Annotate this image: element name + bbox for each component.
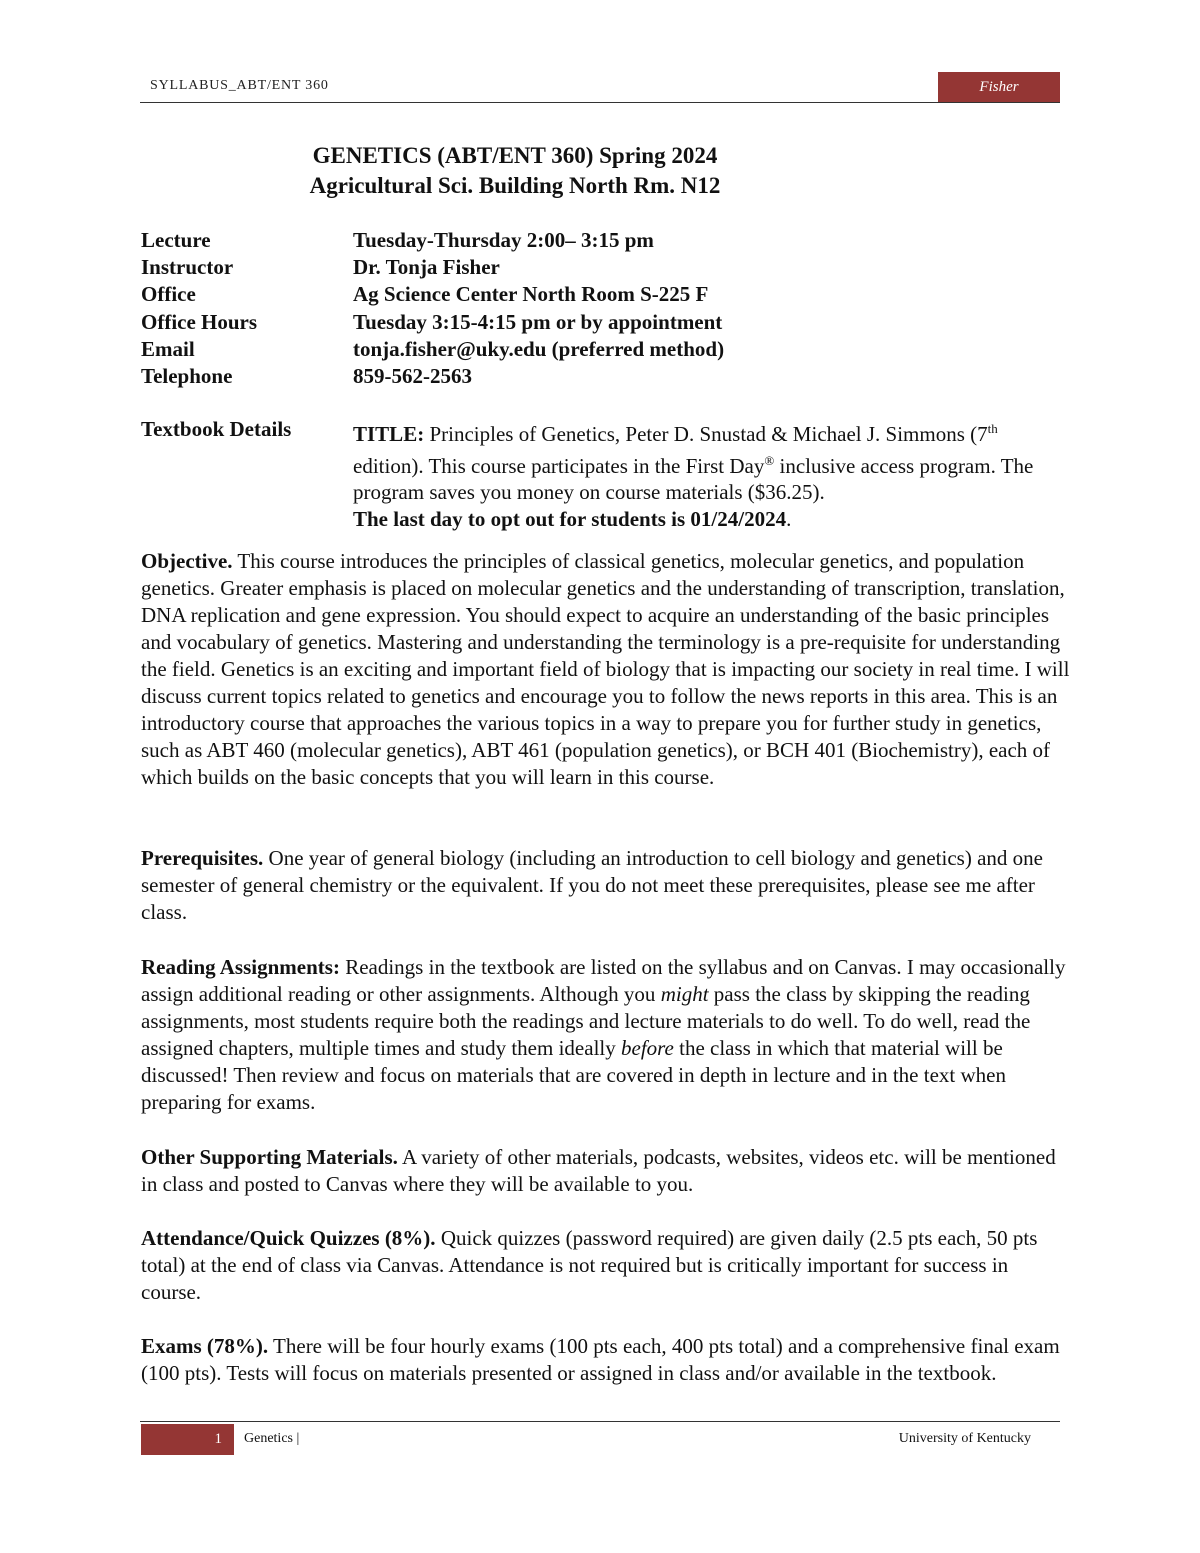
email-link[interactable]: tonja.fisher@uky.edu (preferred method) <box>353 336 725 361</box>
section-text: Readings in the textbook are listed on the syllabus and on Canvas. I may occasionally assign additional reading or other assignments. Although you <box>141 955 1066 1006</box>
info-label: Instructor <box>141 255 234 280</box>
footer-course: Genetics | <box>244 1431 300 1446</box>
info-label: Office Hours <box>141 309 258 334</box>
section-reading-assignments <box>141 954 1071 1116</box>
textbook-text: edition). This course participates in the First Day <box>353 453 765 478</box>
page-number-box: 1 <box>141 1424 234 1455</box>
info-row-lecture <box>141 227 724 254</box>
info-label: Lecture <box>141 228 211 252</box>
section-other-materials <box>141 1144 1071 1198</box>
textbook-details <box>141 416 1063 532</box>
info-value: Tuesday 3:15-4:15 pm or by appointment <box>353 309 723 334</box>
textbook-title-label: TITLE: <box>353 422 425 446</box>
textbook-body <box>353 416 1063 532</box>
section-text: Quick quizzes (password required) are given daily (2.5 pts each, 50 pts total) at the end of class via Canvas. Attendance is not required but is critically important for success in course. <box>141 1226 1038 1304</box>
info-value: Ag Science Center North Room S-225 F <box>353 282 709 307</box>
section-attendance <box>141 1225 1071 1306</box>
section-text: A variety of other materials, podcasts, websites, videos etc. will be mentioned in class and posted to Canvas where they will be available to you. <box>141 1145 1056 1196</box>
info-value: Tuesday-Thursday 2:00– 3:15 pm <box>353 228 654 252</box>
info-label: Office <box>141 282 196 307</box>
emphasis: might <box>660 982 709 1006</box>
registered-mark: ® <box>764 452 775 468</box>
course-location: Agricultural Sci. Building North Rm. N12 <box>309 173 721 198</box>
footer-rule <box>140 1421 1060 1422</box>
info-label: Email <box>141 336 195 361</box>
header-left: SYLLABUS_ABT/ENT 360 <box>150 78 329 93</box>
info-value: Dr. Tonja Fisher <box>353 255 500 280</box>
section-text: One year of general biology (including an introduction to cell biology and genetics) and one semester of general chemistry or the equivalent. If you do not meet these prerequisites, please see me after class. <box>141 846 1043 924</box>
section-text: the class in which that material will be discussed! Then review and focus on materials that are covered in depth in lecture and in the text when preparing for exams. <box>141 1036 1006 1114</box>
section-objective <box>141 548 1071 791</box>
textbook-text: Principles of Genetics, Peter D. Snustad & Michael J. Simmons (7 <box>424 422 988 446</box>
info-row-email <box>141 336 724 363</box>
section-heading: Attendance/Quick Quizzes (8%). <box>141 1226 436 1250</box>
info-label: Telephone <box>141 363 233 388</box>
info-row-office <box>141 281 724 308</box>
section-heading: Reading Assignments: <box>141 955 340 979</box>
textbook-text: inclusive access program. The program saves you money on course materials ($36.25). <box>353 453 1034 504</box>
section-text: pass the class by skipping the reading assignments, most students require both the readings and lecture materials to do well. To do well, read the assigned chapters, multiple times and study them ideally <box>141 982 1031 1060</box>
section-heading: Objective. <box>141 549 233 573</box>
info-value: 859-562-2563 <box>353 363 472 388</box>
info-row-instructor <box>141 254 724 281</box>
header-rule <box>140 102 1060 103</box>
emphasis: before <box>621 1036 674 1060</box>
textbook-label: Textbook Details <box>141 417 292 441</box>
section-exams <box>141 1333 1071 1387</box>
course-info-table <box>141 227 724 390</box>
textbook-text: . <box>786 506 792 531</box>
opt-out-notice: The last day to opt out for students is 01/24/2024 <box>353 506 787 531</box>
header-author-box: Fisher <box>938 72 1060 103</box>
section-heading: Other Supporting Materials. <box>141 1145 398 1169</box>
section-heading: Exams (78%). <box>141 1334 269 1358</box>
section-text: There will be four hourly exams (100 pts each, 400 pts total) and a comprehensive final exam (100 pts). Tests will focus on materials presented or assigned in class and/or available in the textbook. <box>141 1334 1060 1385</box>
info-row-telephone <box>141 363 724 390</box>
section-text: This course introduces the principles of classical genetics, molecular genetics, and population genetics. Greater emphasis is placed on molecular genetics and the understanding of transcription, translation, DNA replication and gene expression. You should expect to acquire an understanding of the basic principles and vocabulary of genetics. Mastering and understanding the terminology is a pre-requisite for understanding the field. Genetics is an exciting and important field of biology that is impacting our society in real time. I will discuss current topics related to genetics and encourage you to follow the news reports in this area. This is an introductory course that approaches the various topics in a way to prepare you for further study in genetics, such as ABT 460 (molecular genetics), ABT 461 (population genetics), or BCH 401 (Biochemistry), each of which builds on the basic concepts that you will learn in this course. <box>141 549 1070 789</box>
info-row-office-hours <box>141 309 724 336</box>
superscript: th <box>987 421 998 436</box>
course-title: GENETICS (ABT/ENT 360) Spring 2024 <box>312 143 718 168</box>
section-heading: Prerequisites. <box>141 846 264 870</box>
footer-institution: University of Kentucky <box>898 1431 1031 1446</box>
section-prerequisites <box>141 845 1071 926</box>
